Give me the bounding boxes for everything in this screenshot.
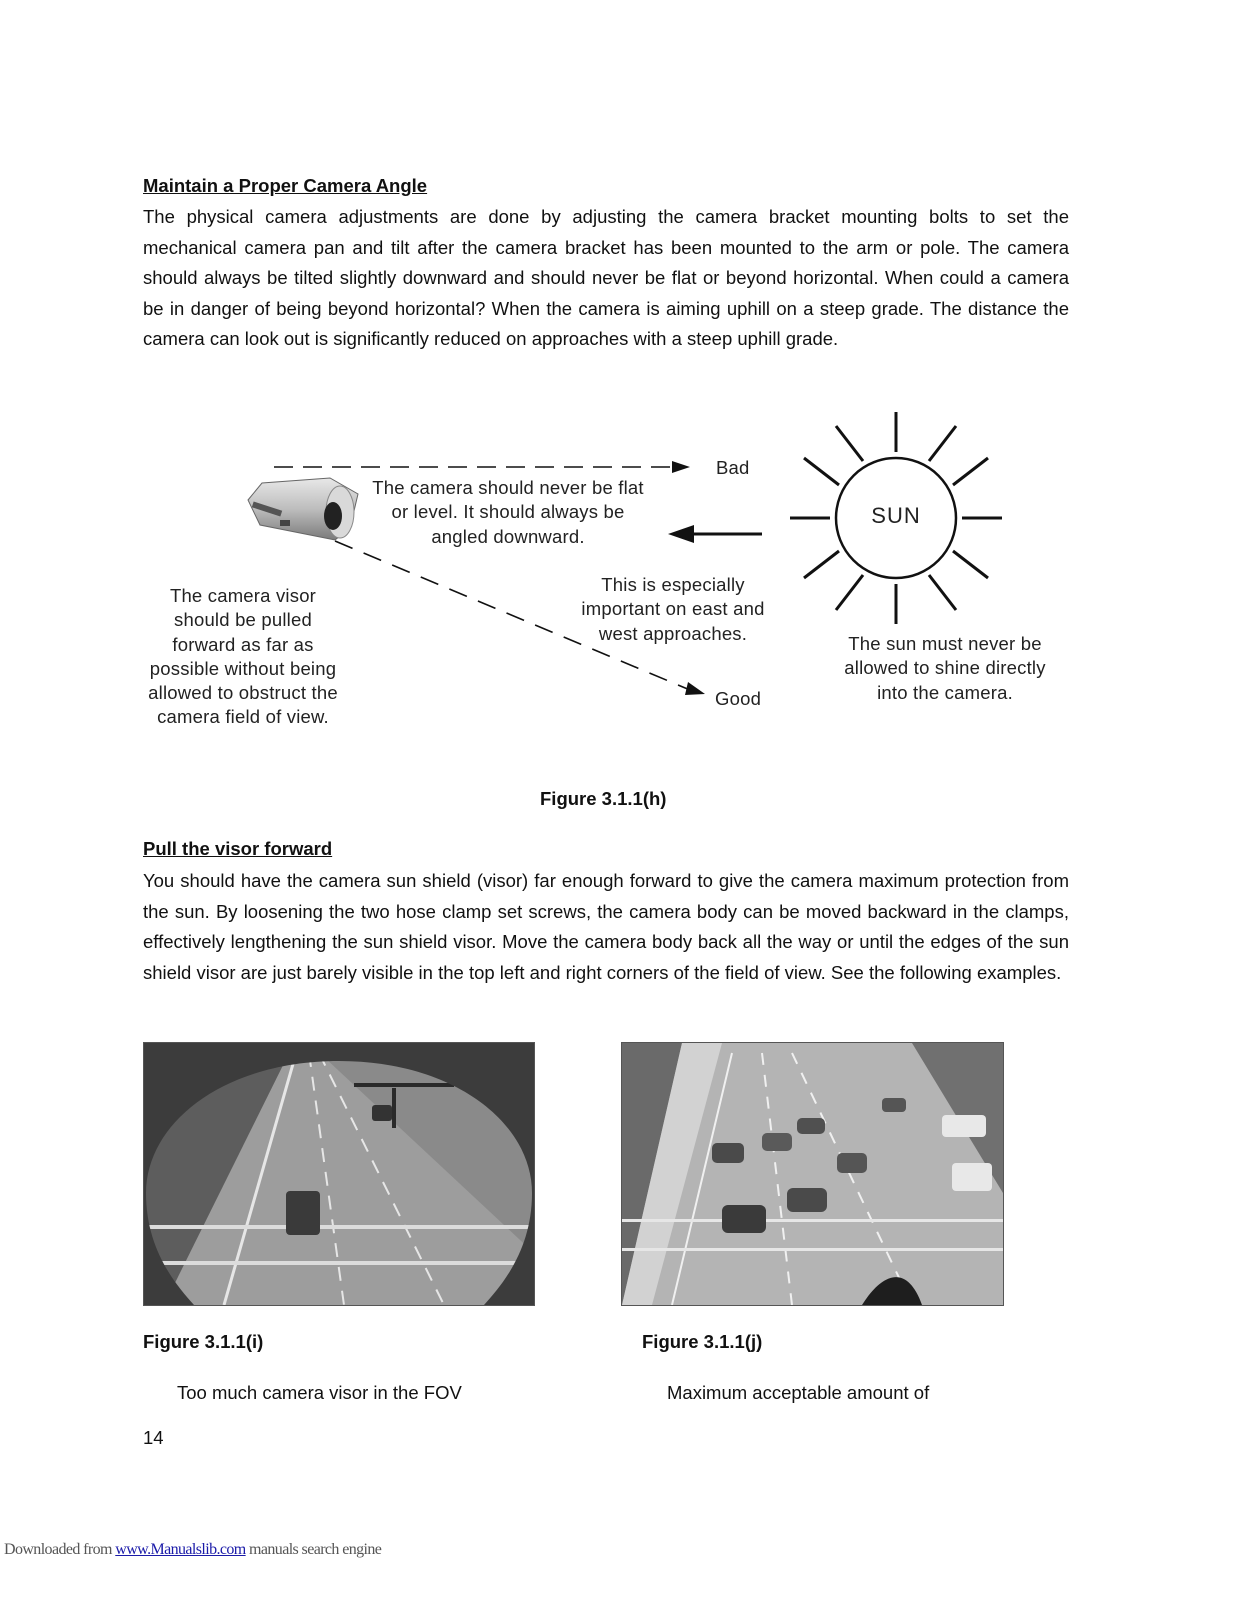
note-east-west: This is especially important on east and west approaches. [581,574,765,644]
camera-icon [248,478,358,540]
section-heading-camera-angle: Maintain a Proper Camera Angle [143,175,428,196]
photo-too-much-visor [143,1042,535,1306]
footer [4,1541,381,1559]
figure-description-i: Too much camera visor in the FOV [177,1382,462,1403]
page-number: 14 [143,1427,164,1448]
figure-description-j: Maximum acceptable amount of [667,1382,930,1403]
sun-label: SUN [871,503,921,528]
road-photo-j-image [622,1043,1003,1305]
section-heading-visor: Pull the visor forward [143,838,333,859]
road-photo-i-image [144,1043,534,1305]
good-label: Good [715,688,762,709]
note-camera-level: The camera should never be flat or level. It should always be angled downward. [372,477,644,547]
note-sun: The sun must never be allowed to shine directly into the camera. [844,633,1046,703]
sun-ray-arrow-head [668,525,694,543]
figure-caption-h: Figure 3.1.1(h) [540,788,667,809]
footer-prefix: Downloaded from [4,1541,116,1558]
paragraph-visor: You should have the camera sun shield (visor) far enough forward to give the camera maximum protection from the sun. By loosening the two hose clamp set screws, the camera body can be moved backward in the clamps, effectively lengthening the sun shield visor. Move the camera body back all the way or until the edges of the sun shield visor are just barely visible in the top left and right corners of the field of view. See the following examples. [143,870,1069,983]
good-arrow-head [685,682,705,695]
figure-caption-j: Figure 3.1.1(j) [642,1331,763,1352]
figure-caption-i: Figure 3.1.1(i) [143,1331,264,1352]
bad-label: Bad [716,457,750,478]
photo-acceptable-visor [621,1042,1004,1306]
paragraph-camera-angle: The physical camera adjustments are done by adjusting the camera bracket mounting bolts to set the mechanical camera pan and tilt after the camera bracket has been mounted to the arm or pole. The camera should always be tilted slightly downward and should never be flat or beyond horizontal. When could a camera be in danger of being beyond horizontal? When the camera is aiming uphill on a steep grade. The distance the camera can look out is significantly reduced on approaches with a steep uphill grade. [143,206,1069,350]
bad-arrow-head [672,461,690,473]
footer-manualslib-link[interactable]: www.Manualslib.com [115,1541,246,1558]
footer-suffix: manuals search engine [245,1541,382,1558]
note-camera-visor: The camera visor should be pulled forward as far as possible without being allowed to obstruct the camera field of view. [148,585,338,728]
